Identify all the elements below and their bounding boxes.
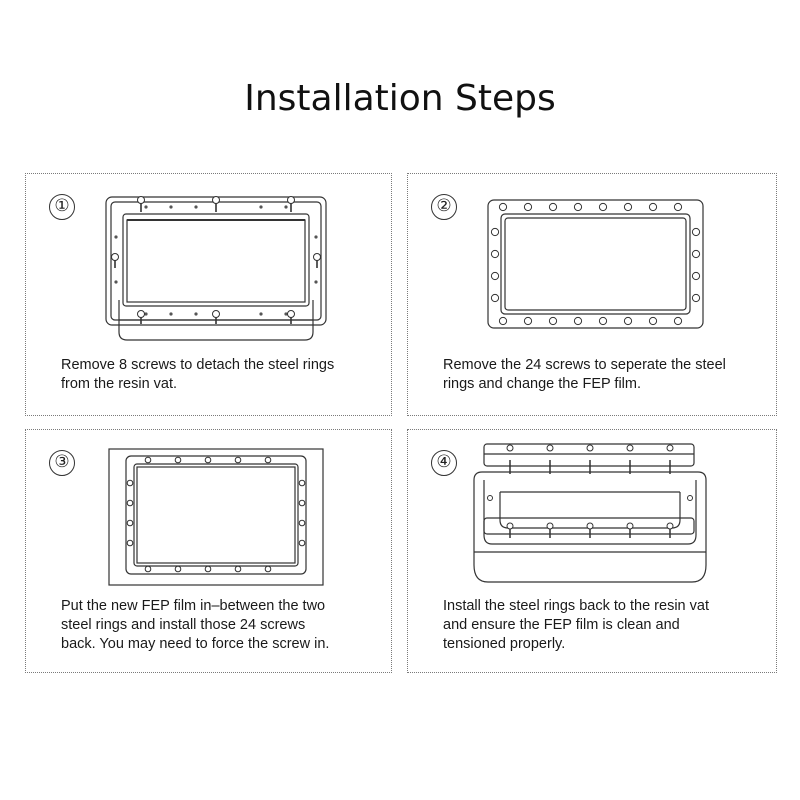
screw-icon <box>491 228 498 235</box>
screw-icon <box>205 457 211 463</box>
screw-icon <box>599 317 606 324</box>
screw-icon <box>235 566 241 572</box>
step-4-card <box>407 429 777 673</box>
step-1-description: Remove 8 screws to detach the steel rings from the resin vat. <box>61 357 335 392</box>
screw-icon <box>549 203 556 210</box>
step-1-card <box>25 173 392 416</box>
step-2-description: Remove the 24 screws to seperate the steel rings and change the FEP film. <box>443 357 726 392</box>
screw-icon <box>692 272 699 279</box>
screw-icon <box>692 294 699 301</box>
screw-icon <box>175 457 181 463</box>
screw-icon <box>145 566 151 572</box>
screw-icon <box>205 566 211 572</box>
screw-icon <box>491 272 498 279</box>
step-3-number: ③ <box>49 450 75 476</box>
step-2-illustration <box>483 192 713 337</box>
screw-icon <box>692 250 699 257</box>
screw-icon <box>649 317 656 324</box>
screw-icon <box>491 294 498 301</box>
step-3-illustration <box>108 448 324 586</box>
screw-icon <box>499 317 506 324</box>
screw-icon <box>499 203 506 210</box>
screw-icon <box>574 203 581 210</box>
screw-icon <box>175 566 181 572</box>
screw-icon <box>299 520 305 526</box>
screw-icon <box>235 457 241 463</box>
screw-icon <box>674 317 681 324</box>
screw-icon <box>524 203 531 210</box>
screw-icon <box>127 500 133 506</box>
screw-icon <box>491 250 498 257</box>
step-4-number: ④ <box>431 450 457 476</box>
screw-icon <box>692 228 699 235</box>
screw-icon <box>127 480 133 486</box>
step-4-illustration <box>470 440 710 585</box>
screw-icon <box>127 520 133 526</box>
step-3-description: Put the new FEP film in–between the two steel rings and install those 24 screws back. You may need to force the screw in. <box>61 598 330 652</box>
step-1-number: ① <box>49 194 75 220</box>
screw-icon <box>599 203 606 210</box>
page-title: Installation Steps <box>244 78 556 119</box>
screw-icon <box>299 500 305 506</box>
step-4-description: Install the steel rings back to the resin vat and ensure the FEP film is clean and tensioned properly. <box>443 598 709 652</box>
screw-icon <box>265 457 271 463</box>
screw-icon <box>127 540 133 546</box>
step-1-illustration <box>101 192 331 342</box>
screw-icon <box>549 317 556 324</box>
screw-icon <box>524 317 531 324</box>
screw-icon <box>299 540 305 546</box>
screw-icon <box>574 317 581 324</box>
screw-icon <box>674 203 681 210</box>
screw-icon <box>624 203 631 210</box>
screw-icon <box>624 317 631 324</box>
step-2-card <box>407 173 777 416</box>
screw-icon <box>145 457 151 463</box>
screw-icon <box>265 566 271 572</box>
screw-icon <box>649 203 656 210</box>
step-3-card <box>25 429 392 673</box>
screw-icon <box>299 480 305 486</box>
step-2-number: ② <box>431 194 457 220</box>
